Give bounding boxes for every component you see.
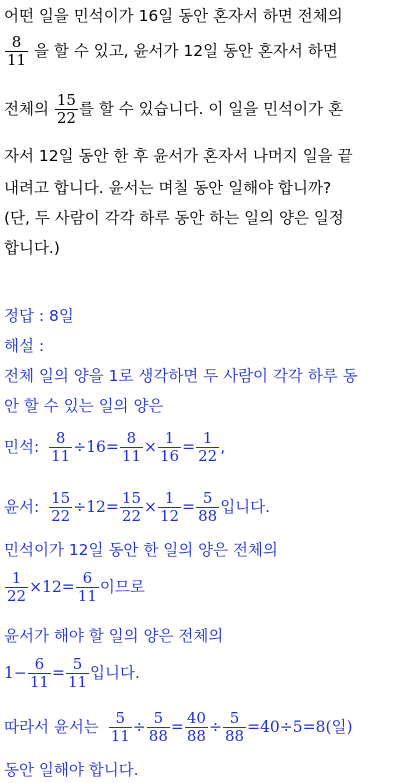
problem-line-4: 자서 12일 동안 한 후 윤서가 혼자서 나머지 일을 끝 (4, 147, 353, 165)
explanation-label: 해설 : (4, 337, 45, 355)
problem-line-1: 어떤 일을 민석이가 16일 동안 혼자서 하면 전체의 (4, 7, 343, 25)
fraction: $\frac{8}{11}$ (7, 33, 27, 69)
problem-line-3: 전체의 $\frac{15}{22}$ 를 할 수 있습니다. 이 일을 민석이가 혼 (4, 91, 343, 127)
answer-label: 정답 : 8일 (4, 307, 74, 325)
yunseo-calc: 윤서: $\frac{15}{22}$ ÷12= $\frac{15}{22}$ × $\frac{1}{12}$ = $\frac{5}{88}$ 입니다. (4, 489, 271, 525)
explanation-line-5: 동안 일해야 합니다. (4, 761, 139, 779)
explanation-line-3: 민석이가 12일 동안 한 일의 양은 전체의 (4, 541, 278, 559)
problem-line-2: $\frac{8}{11}$ 을 할 수 있고, 윤서가 12일 동안 혼자서 하면 (7, 33, 338, 69)
fraction: $\frac{15}{22}$ (56, 91, 76, 127)
therefore-calc: 따라서 윤서는 $\frac{5}{11}$ ÷ $\frac{5}{88}$ = $\frac{40}{88}$ ÷ $\frac{5}{88}$ =40÷5=8(일) (4, 709, 353, 745)
explanation-line-4: 윤서가 해야 할 일의 양은 전체의 (4, 627, 224, 645)
problem-line-5: 내려고 합니다. 윤서는 며칠 동안 일해야 합니까? (4, 179, 332, 197)
explanation-line-2: 안 할 수 있는 일의 양은 (4, 397, 164, 415)
minseok-calc: 민석: $\frac{8}{11}$ ÷16= $\frac{8}{11}$ × $\frac{1}{16}$ = $\frac{1}{22}$ , (4, 429, 226, 465)
combined-calc: $\frac{1}{22}$ ×12= $\frac{6}{11}$ 이므로 (7, 569, 145, 605)
remaining-calc: 1− $\frac{6}{11}$ = $\frac{5}{11}$ 입니다. (4, 655, 140, 691)
explanation-line-1: 전체 일의 양을 1로 생각하면 두 사람이 각각 하루 동 (4, 367, 358, 385)
problem-line-6: (단, 두 사람이 각각 하루 동안 하는 일의 양은 일정 (4, 209, 344, 227)
problem-line-7: 합니다.) (4, 239, 60, 257)
